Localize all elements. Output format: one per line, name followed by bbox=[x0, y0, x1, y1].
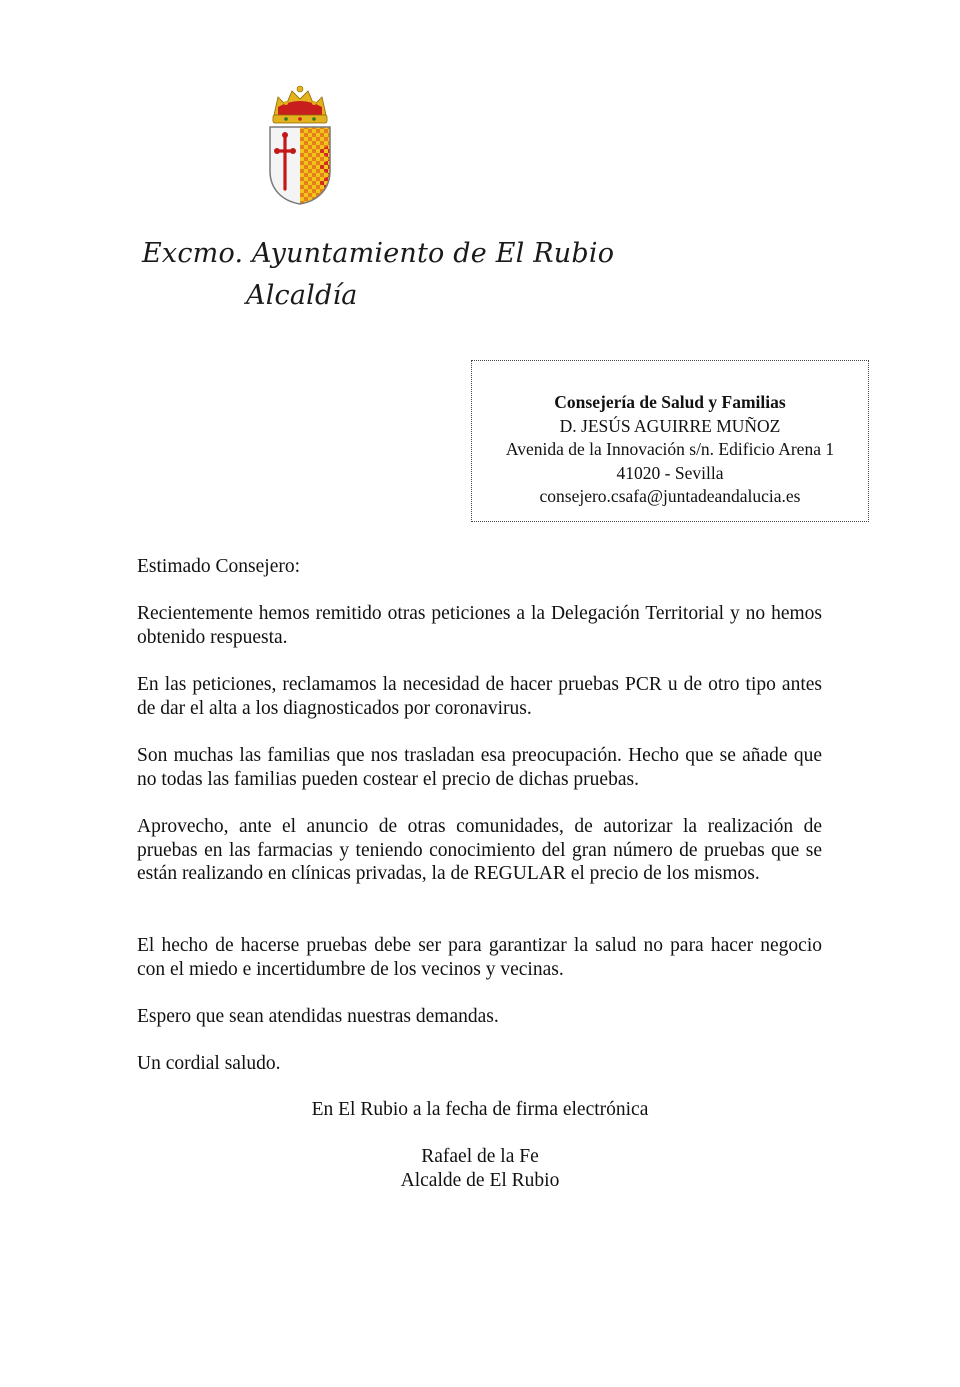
body-paragraph-6: Espero que sean atendidas nuestras demandas. bbox=[137, 1006, 499, 1027]
recipient-name: D. JESÚS AGUIRRE MUÑOZ bbox=[559, 415, 781, 436]
body-paragraph-5: El hecho de hacerse pruebas debe ser para garantizar la salud no para hacer negocio con el miedo e incertidumbre de los vecinos y vecinas. bbox=[137, 935, 822, 980]
salutation: Estimado Consejero: bbox=[137, 556, 301, 577]
letterhead-department: Alcaldía bbox=[246, 280, 358, 311]
letterhead-organization: Excmo. Ayuntamiento de El Rubio bbox=[142, 238, 615, 269]
recipient-email: consejero.csafa@juntadeandalucia.es bbox=[539, 486, 801, 506]
recipient-street: Avenida de la Innovación s/n. Edificio Arena 1 bbox=[505, 439, 835, 459]
body-paragraph-2: En las peticiones, reclamamos la necesidad de hacer pruebas PCR u de otro tipo antes de dar el alta a los diagnosticados por coronavirus. bbox=[137, 674, 822, 719]
coat-of-arms-icon bbox=[264, 85, 336, 207]
recipient-address-box bbox=[471, 360, 869, 522]
recipient-title: Consejería de Salud y Familias bbox=[554, 392, 786, 412]
body-paragraph-4: Aprovecho, ante el anuncio de otras comunidades, de autorizar la realización de pruebas en las farmacias y teniendo conocimiento del gran número de pruebas que se están realizando en clínicas privadas, la de REGULAR el precio de los mismos. bbox=[137, 816, 822, 884]
body-paragraph-3: Son muchas las familias que nos trasladan esa preocupación. Hecho que se añade que no todas las familias pueden costear el precio de dichas pruebas. bbox=[137, 745, 822, 790]
signatory-position: Alcalde de El Rubio bbox=[400, 1170, 560, 1191]
body-paragraph-1: Recientemente hemos remitido otras peticiones a la Delegación Territorial y no hemos obtenido respuesta. bbox=[137, 603, 822, 648]
place-date: En El Rubio a la fecha de firma electrónica bbox=[311, 1099, 649, 1120]
recipient-postal-city: 41020 - Sevilla bbox=[616, 462, 724, 483]
closing: Un cordial saludo. bbox=[137, 1053, 281, 1074]
signatory-name: Rafael de la Fe bbox=[421, 1146, 539, 1167]
